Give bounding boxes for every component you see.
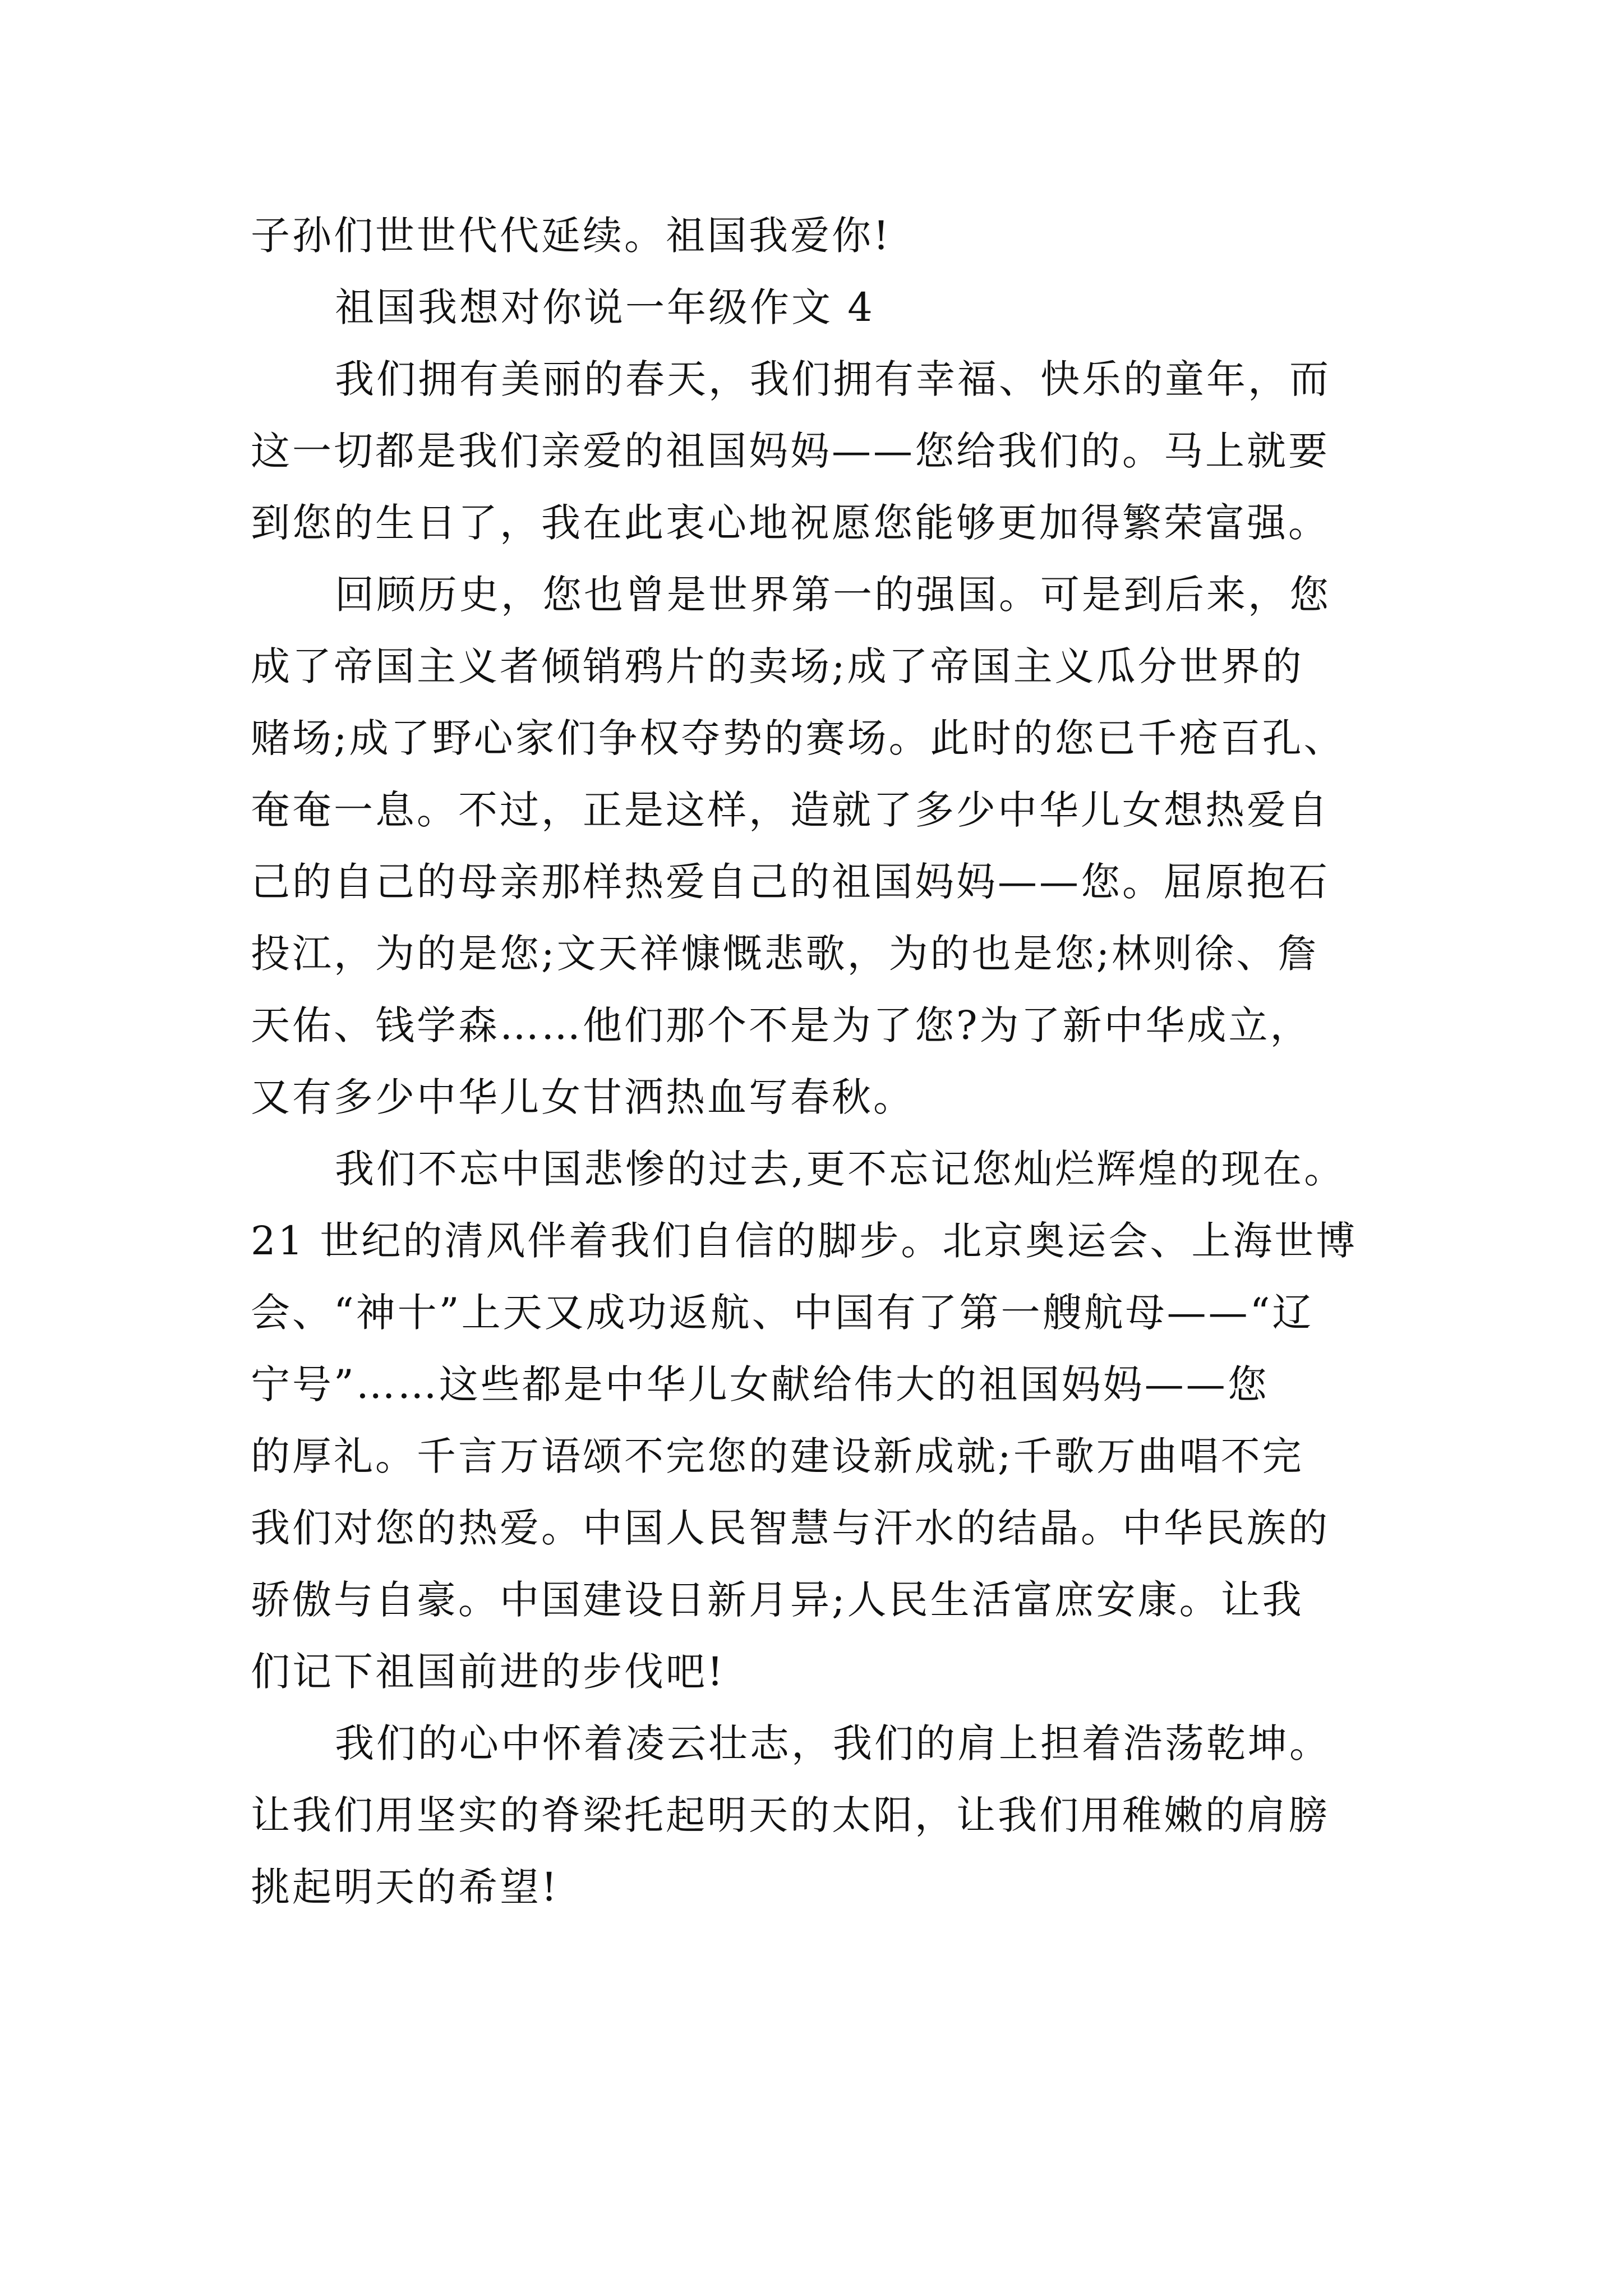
text-line: 成了帝国主义者倾销鸦片的卖场;成了帝国主义瓜分世界的 bbox=[251, 643, 1304, 689]
text-line: 21 世纪的清风伴着我们自信的脚步。北京奥运会、上海世博 bbox=[251, 1218, 1358, 1264]
text-line: 奄奄一息。不过，正是这样，造就了多少中华儿女想热爱自 bbox=[251, 787, 1330, 833]
text-line: 挑起明天的希望! bbox=[251, 1864, 560, 1910]
document-body bbox=[251, 200, 1384, 1923]
text-line: 到您的生日了，我在此衷心地祝愿您能够更加得繁荣富强。 bbox=[251, 500, 1330, 546]
text-line: 让我们用坚实的脊梁托起明天的太阳，让我们用稚嫩的肩膀 bbox=[251, 1792, 1330, 1838]
text-line: 我们对您的热爱。中国人民智慧与汗水的结晶。中华民族的 bbox=[251, 1505, 1330, 1551]
text-line: 己的自己的母亲那样热爱自己的祖国妈妈——您。屈原抱石 bbox=[251, 859, 1330, 905]
text-line: 子孙们世世代代延续。祖国我爱你! bbox=[251, 213, 892, 259]
text-line: 骄傲与自豪。中国建设日新月异;人民生活富庶安康。让我 bbox=[251, 1577, 1304, 1623]
text-line: 回顾历史，您也曾是世界第一的强国。可是到后来，您 bbox=[335, 572, 1331, 618]
text-line: 赌场;成了野心家们争权夺势的赛场。此时的您已千疮百孔、 bbox=[251, 715, 1345, 761]
text-line: 会、“神十”上天又成功返航、中国有了第一艘航母——“辽 bbox=[251, 1290, 1314, 1336]
text-line: 我们拥有美丽的春天，我们拥有幸福、快乐的童年，而 bbox=[335, 356, 1331, 402]
text-line: 我们的心中怀着凌云壮志，我们的肩上担着浩荡乾坤。 bbox=[335, 1720, 1331, 1766]
text-line: 们记下祖国前进的步伐吧! bbox=[251, 1649, 726, 1695]
text-line: 天佑、钱学森……他们那个不是为了您?为了新中华成立， bbox=[251, 1002, 1312, 1048]
text-line: 的厚礼。千言万语颂不完您的建设新成就;千歌万曲唱不完 bbox=[251, 1433, 1304, 1479]
essay-heading: 祖国我想对你说一年级作文 4 bbox=[335, 284, 875, 330]
text-line: 这一切都是我们亲爱的祖国妈妈——您给我们的。马上就要 bbox=[251, 428, 1330, 474]
text-line: 又有多少中华儿女甘洒热血写春秋。 bbox=[251, 1074, 915, 1120]
text-line: 投江，为的是您;文天祥慷慨悲歌，为的也是您;林则徐、詹 bbox=[251, 931, 1320, 977]
text-line: 我们不忘中国悲惨的过去,更不忘记您灿烂辉煌的现在。 bbox=[335, 1146, 1346, 1192]
text-line: 宁号”……这些都是中华儿女献给伟大的祖国妈妈——您 bbox=[251, 1361, 1269, 1407]
